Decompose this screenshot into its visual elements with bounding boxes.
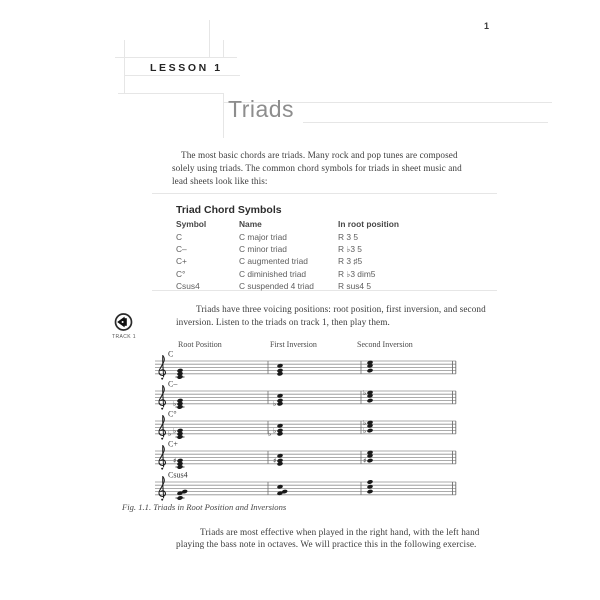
note-head [367,398,374,403]
intro-line: solely using triads. The common chord symbols for triads in sheet music and [172,163,462,173]
column-label-root-position: Root Position [178,340,222,349]
track-label: TRACK 1 [112,334,136,340]
outro-line: Triads are most effective when played in the right hand, with the left hand [200,527,480,537]
table-cell: R ♭3 5 [338,244,362,255]
grid-line [303,122,548,123]
table-cell: C augmented triad [239,256,308,267]
accidental-flat: ♭ [363,389,367,397]
grid-line [223,93,224,138]
page-number: 1 [484,21,490,31]
table-cell: C suspended 4 triad [239,280,314,291]
note-head [177,495,184,500]
accidental-flat: ♭ [173,427,177,435]
accidental-flat: ♭ [268,430,272,439]
page-title: Triads [228,96,295,122]
accidental-flat: ♭ [363,419,367,427]
accidental-sharp: ♯ [273,457,277,465]
cd-track-icon [112,312,135,334]
chord-label: Csus4 [168,470,188,480]
column-label-first-inversion: First Inversion [270,340,317,349]
table-header: Name [239,219,262,229]
table-cell: C minor triad [239,244,287,255]
lesson-heading: LESSON 1 [150,62,223,74]
grid-line [209,20,210,57]
accidental-flat: ♭ [273,400,277,409]
table-cell: C diminished triad [239,268,307,279]
accidental-flat: ♭ [168,430,172,439]
accidental-flat: ♭ [173,400,177,409]
note-head [367,489,374,494]
table-cell: R 3 ♯5 [338,256,363,267]
grid-line [115,57,237,58]
grid-line [124,75,240,76]
table-cell: Csus4 [176,280,200,291]
chord-label: C– [168,379,178,389]
grid-line [152,193,497,194]
grid-line [223,40,224,57]
table-cell: C– [176,244,187,255]
accidental-flat: ♭ [363,427,367,435]
voicing-line: Triads have three voicing positions: root position, first inversion, and second [196,304,486,314]
accidental-flat: ♭ [273,427,277,435]
table-cell: C° [176,268,186,279]
grid-line [152,290,497,291]
table-cell: C major triad [239,232,287,242]
grid-line [124,40,125,93]
figure-caption: Fig. 1.1. Triads in Root Position and Inversions [122,502,287,512]
intro-line: The most basic chords are triads. Many rock and pop tunes are composed [181,150,458,160]
column-label-second-inversion: Second Inversion [357,340,413,349]
chord-label: C [168,349,174,359]
intro-line: lead sheets look like this: [172,176,268,186]
table-header: Symbol [176,219,207,229]
accidental-sharp: ♯ [363,457,367,465]
table-header: In root position [338,219,399,229]
note-head [367,428,374,433]
table-cell: C+ [176,256,187,267]
table-title: Triad Chord Symbols [176,204,282,216]
chord-label: C° [168,409,177,419]
table-cell: C [176,232,183,242]
note-head [367,479,374,484]
note-head [367,368,374,373]
chord-label: C+ [168,439,178,449]
grid-line [118,93,223,94]
accidental-sharp: ♯ [173,457,177,465]
voicing-line: inversion. Listen to the triads on track 1, then play them. [176,317,390,327]
table-cell: R ♭3 dim5 [338,268,376,279]
note-head [367,458,374,463]
table-cell: R sus4 5 [338,280,372,291]
chord-symbol-table [176,204,486,290]
outro-line: playing the bass note in octaves. We will practice this in the following exercise. [176,539,477,549]
table-cell: R 3 5 [338,232,359,242]
